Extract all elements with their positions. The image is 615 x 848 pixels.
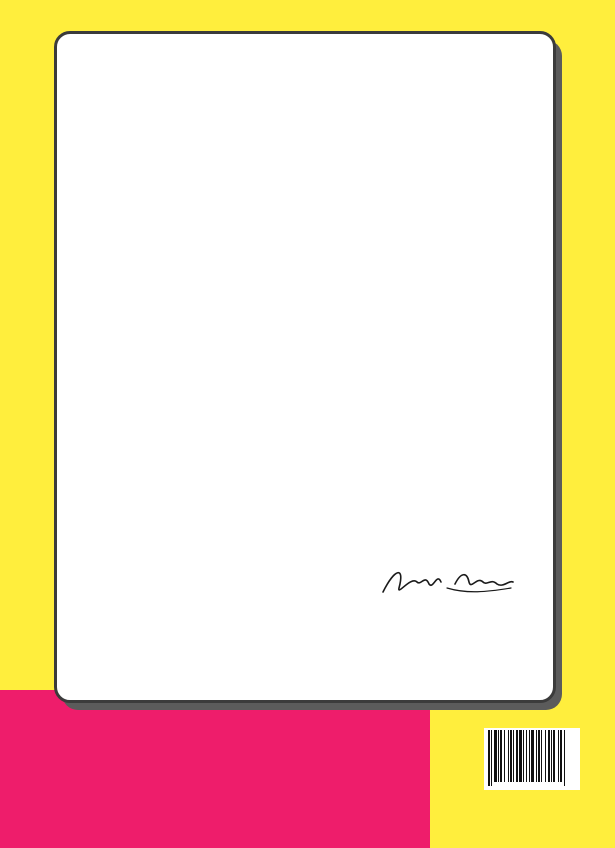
role-label: [113, 189, 213, 205]
endorsement-paragraph: [89, 225, 525, 242]
document-title: [89, 70, 525, 90]
publisher-email: [58, 802, 438, 818]
signatory-name: [325, 600, 525, 619]
role-name: [213, 205, 525, 221]
intro-paragraph: [89, 106, 525, 123]
certificate-card: [54, 31, 556, 703]
signatory-position: [325, 619, 525, 638]
publisher-info: [58, 712, 438, 818]
publisher-address: [58, 740, 438, 756]
signatory-company: [325, 638, 525, 657]
publisher-fax: [58, 772, 438, 788]
role-row: [113, 125, 525, 141]
barcode-icon: [484, 728, 580, 786]
barcode-digits: [484, 787, 580, 796]
role-label: [113, 205, 213, 221]
isbn-barcode: [484, 728, 580, 790]
role-row: [113, 141, 525, 157]
role-row: [113, 157, 525, 173]
publisher-phone: [58, 756, 438, 772]
role-name: [213, 157, 525, 173]
role-name: [213, 189, 525, 205]
role-row: [113, 189, 525, 205]
handwritten-signature: [377, 558, 517, 602]
publisher-name: [58, 712, 438, 728]
role-label: [113, 141, 213, 157]
role-name: [213, 173, 525, 189]
role-label: [113, 173, 213, 189]
disclaimer-paragraph: [89, 242, 525, 259]
role-row: [113, 173, 525, 189]
roles-list: [113, 125, 525, 221]
signature-block: [325, 600, 525, 657]
role-name: [213, 125, 525, 141]
role-row: [113, 205, 525, 221]
role-label: [113, 125, 213, 141]
role-label: [113, 157, 213, 173]
role-name: [213, 141, 525, 157]
